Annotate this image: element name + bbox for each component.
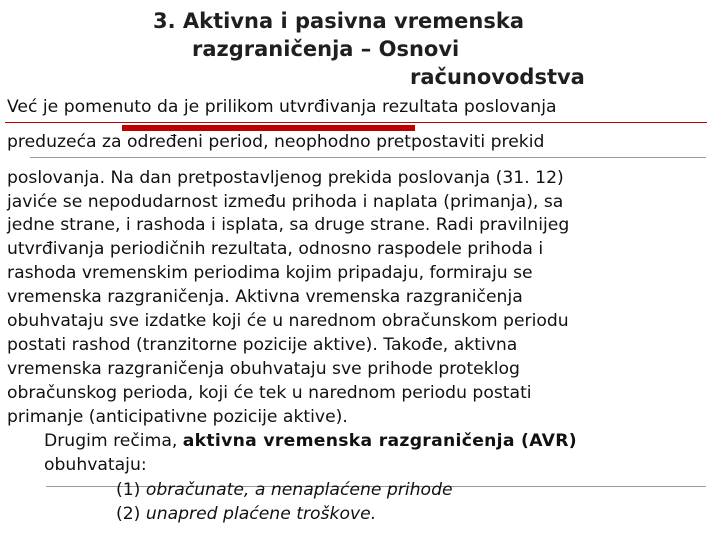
paragraph-line-5: jedne strane, i rashoda i isplata, sa druge strane. Radi pravilnijeg [7,215,570,235]
paragraph-line-10: postati rashod (tranzitorne pozicije aktive). Takođe, aktivna [7,335,518,355]
paragraph-line-6: utvrđivanja periodičnih rezultata, odnosno raspodele prihoda i [7,239,544,259]
paragraph-line-13: primanje (anticipativne pozicije aktive). [7,407,348,427]
title-underline [5,122,707,123]
list-item-2-text: unapred plaćene troškove. [145,504,377,524]
summary-prefix: Drugim rečima, [44,431,183,451]
list-item-1-number: (1) [116,480,146,500]
separator-rule [30,157,706,158]
list-item-1-text: obračunate, a nenaplaćene prihode [145,480,453,500]
summary-bold-term: aktivna vremenska razgraničenja (AVR) [182,431,577,451]
paragraph-line-11: vremenska razgraničenja obuhvataju sve prihode proteklog [7,359,520,379]
slide-title-line-3: računovodstva [410,65,585,89]
list-item-2 [116,502,376,526]
slide-title-line-2: razgraničenja – Osnovi [192,37,460,61]
summary-suffix: obuhvataju: [44,455,147,475]
paragraph-line-4: javiće se nepodudarnost između prihoda i naplata (primanja), sa [7,192,564,212]
list-item-1 [116,478,453,502]
paragraph-line-9: obuhvataju sve izdatke koji će u narednom obračunskom periodu [7,311,569,331]
list-item-2-number: (2) [116,504,146,524]
paragraph-line-8: vremenska razgraničenja. Aktivna vremenska razgraničenja [7,287,523,307]
paragraph-line-7: rashoda vremenskim periodima kojim pripadaju, formiraju se [7,263,533,283]
slide-title-line-1: 3. Aktivna i pasivna vremenska [153,9,525,33]
paragraph-line-1: Već je pomenuto da je prilikom utvrđivanja rezultata poslovanja [7,97,557,117]
paragraph-line-3: poslovanja. Na dan pretpostavljenog prekida poslovanja (31. 12) [7,168,564,188]
paragraph-line-2: preduzeća za određeni period, neophodno pretpostaviti prekid [7,132,545,152]
paragraph-line-12: obračunskog perioda, koji će tek u narednom periodu postati [7,383,532,403]
summary-line [44,429,577,453]
